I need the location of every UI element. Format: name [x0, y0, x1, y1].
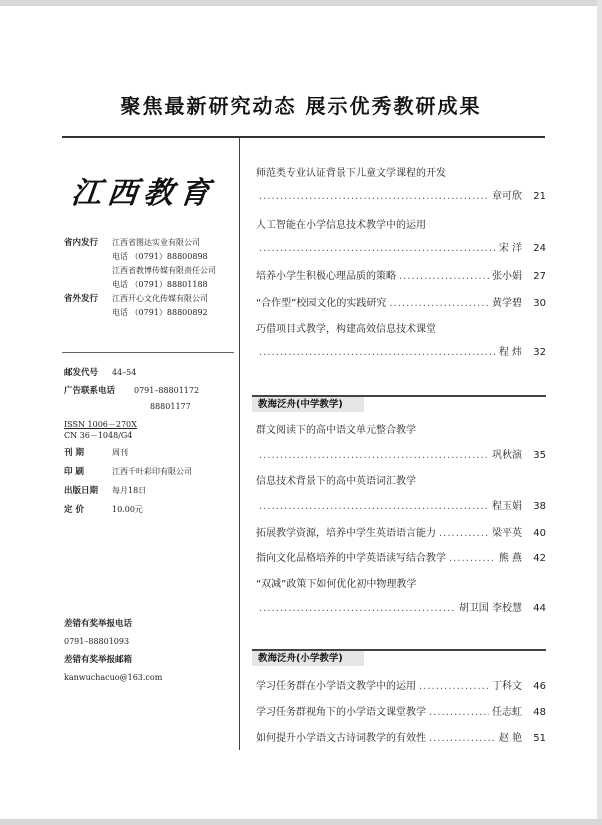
- domestic-distribution: [64, 236, 216, 320]
- toc-leader: [419, 681, 489, 692]
- toc-page: 44: [533, 603, 546, 614]
- domestic-2-name: 江西省教博传媒有限责任公司: [112, 266, 216, 275]
- report-email: kanwuchacuo@163.com: [64, 673, 163, 682]
- toc-title: “双减”政策下如何优化初中物理教学: [256, 579, 417, 590]
- report-phone: 0791–88801093: [64, 637, 130, 646]
- toc-page: 30: [533, 298, 546, 309]
- toc-author: 程玉娟: [492, 501, 522, 512]
- price-label: 定 价: [64, 505, 84, 515]
- toc-leader: [259, 450, 489, 461]
- section-header-middle: 教海泛舟(中学教学): [252, 397, 364, 412]
- info-separator: [62, 352, 234, 353]
- toc-page: 51: [533, 733, 546, 744]
- toc-page: 32: [533, 347, 546, 358]
- date-value: 每月18日: [112, 486, 147, 495]
- report-email-label: 差错有奖举报邮箱: [64, 655, 133, 665]
- toc-leader: [259, 243, 496, 254]
- ad-phone2: 88801177: [150, 402, 191, 411]
- toc-title: 群文阅读下的高中语文单元整合教学: [256, 425, 416, 436]
- toc-author: 黄学碧: [492, 298, 522, 309]
- period-value: 周刊: [112, 448, 128, 457]
- print-label: 印 刷: [64, 467, 84, 477]
- toc-entry[interactable]: [256, 703, 546, 718]
- column-divider: [239, 138, 240, 750]
- toc-title: 师范类专业认证背景下儿童文学课程的开发: [256, 168, 446, 179]
- toc-page: 40: [533, 528, 546, 539]
- toc-entry[interactable]: [256, 575, 546, 614]
- toc-page: 27: [533, 271, 546, 282]
- publication-info: [64, 366, 199, 517]
- toc-leader: [449, 553, 496, 564]
- toc-title: 培养小学生积极心理品质的策略: [256, 271, 396, 282]
- toc-page: 48: [533, 707, 546, 718]
- toc-leader: [259, 191, 489, 202]
- toc-title: “合作型”校园文化的实践研究: [256, 298, 387, 309]
- toc-author: 宋 洋: [498, 243, 522, 254]
- domestic-2-phone: 电话 （0791）88801188: [112, 280, 208, 289]
- toc-leader: [259, 501, 489, 512]
- foreign-name: 江西开心文化传媒有限公司: [112, 294, 208, 303]
- toc-title: 信息技术背景下的高中英语词汇教学: [256, 476, 416, 487]
- section-header-primary: 教海泛舟(小学教学): [252, 651, 364, 666]
- toc-author: 章可欣: [492, 191, 522, 202]
- toc-entry[interactable]: [256, 421, 546, 461]
- toc-leader: [259, 347, 496, 358]
- issn: ISSN 1006－270X: [64, 420, 137, 429]
- toc-author: 张小娟: [492, 271, 522, 282]
- toc-author: 丁科文: [492, 681, 522, 692]
- toc-page: 38: [533, 501, 546, 512]
- toc-entry[interactable]: [256, 472, 546, 512]
- domestic-1-name: 江西省图达实业有限公司: [112, 238, 200, 247]
- ad-label: 广告联系电话: [64, 386, 116, 396]
- domestic-label: 省内发行: [64, 238, 99, 248]
- toc-page: 35: [533, 450, 546, 461]
- toc-entry[interactable]: [256, 216, 546, 254]
- error-report-info: [64, 617, 162, 685]
- postcode-value: 44–54: [112, 368, 137, 377]
- toc-author: 熊 燕: [498, 553, 522, 564]
- toc-entry[interactable]: [256, 267, 546, 282]
- printer-value: 江西千叶彩印有限公司: [112, 467, 192, 476]
- toc-entry[interactable]: [256, 729, 546, 744]
- toc-title: 学习任务群视角下的小学语文课堂教学: [256, 707, 426, 718]
- toc-entry[interactable]: [256, 320, 546, 358]
- toc-title: 拓展教学资源，培养中学生英语语言能力: [256, 528, 436, 539]
- date-label: 出版日期: [64, 486, 99, 496]
- toc-page: 46: [533, 681, 546, 692]
- toc-entry[interactable]: [256, 164, 546, 202]
- toc-page: 24: [533, 243, 546, 254]
- toc-author: 巩秋演: [492, 450, 522, 461]
- toc-title: 巧借项目式教学，构建高效信息技术课堂: [256, 324, 436, 335]
- toc-author: 赵 艳: [498, 733, 522, 744]
- toc-leader: [429, 707, 489, 718]
- page-edge-right: [597, 0, 602, 825]
- toc-title: 人工智能在小学信息技术教学中的运用: [256, 220, 426, 231]
- toc-leader: [389, 298, 489, 309]
- page-slogan: 聚焦最新研究动态 展示优秀教研成果: [120, 94, 482, 118]
- period-label: 刊 期: [64, 448, 84, 458]
- price-value: 10.00元: [112, 505, 143, 514]
- domestic-1-phone: 电话 （0791）88800898: [112, 252, 208, 261]
- report-phone-label: 差错有奖举报电话: [64, 619, 133, 629]
- toc-page: 21: [533, 191, 546, 202]
- page-edge-bottom: [0, 819, 602, 825]
- toc-title: 指向文化品格培养的中学英语读写结合教学: [256, 553, 446, 564]
- toc-title: 如何提升小学语文古诗词教学的有效性: [256, 733, 426, 744]
- top-rule: [62, 136, 545, 138]
- foreign-label: 省外发行: [64, 294, 99, 304]
- toc-leader: [399, 271, 489, 282]
- cn-number: CN 36－1048/G4: [64, 431, 133, 440]
- toc-author: 梁平英: [492, 528, 522, 539]
- toc-entry[interactable]: [256, 677, 546, 692]
- toc-leader: [439, 528, 489, 539]
- toc-entry[interactable]: [256, 294, 546, 309]
- toc-entry[interactable]: [256, 524, 546, 539]
- toc-title: 学习任务群在小学语文教学中的运用: [256, 681, 416, 692]
- toc-author: 任志虹: [492, 707, 522, 718]
- page-edge-top: [0, 0, 602, 6]
- foreign-phone: 电话 （0791）88800892: [112, 308, 208, 317]
- toc-page: 42: [533, 553, 546, 564]
- toc-author: 胡卫国 李校慧: [458, 603, 522, 614]
- toc-leader: [259, 603, 456, 614]
- magazine-logo: 江西教育: [69, 176, 218, 211]
- toc-author: 程 炜: [498, 347, 522, 358]
- ad-phone1: 0791–88801172: [134, 386, 200, 395]
- toc-leader: [429, 733, 496, 744]
- toc-entry[interactable]: [256, 549, 546, 564]
- postcode-label: 邮发代号: [64, 368, 99, 378]
